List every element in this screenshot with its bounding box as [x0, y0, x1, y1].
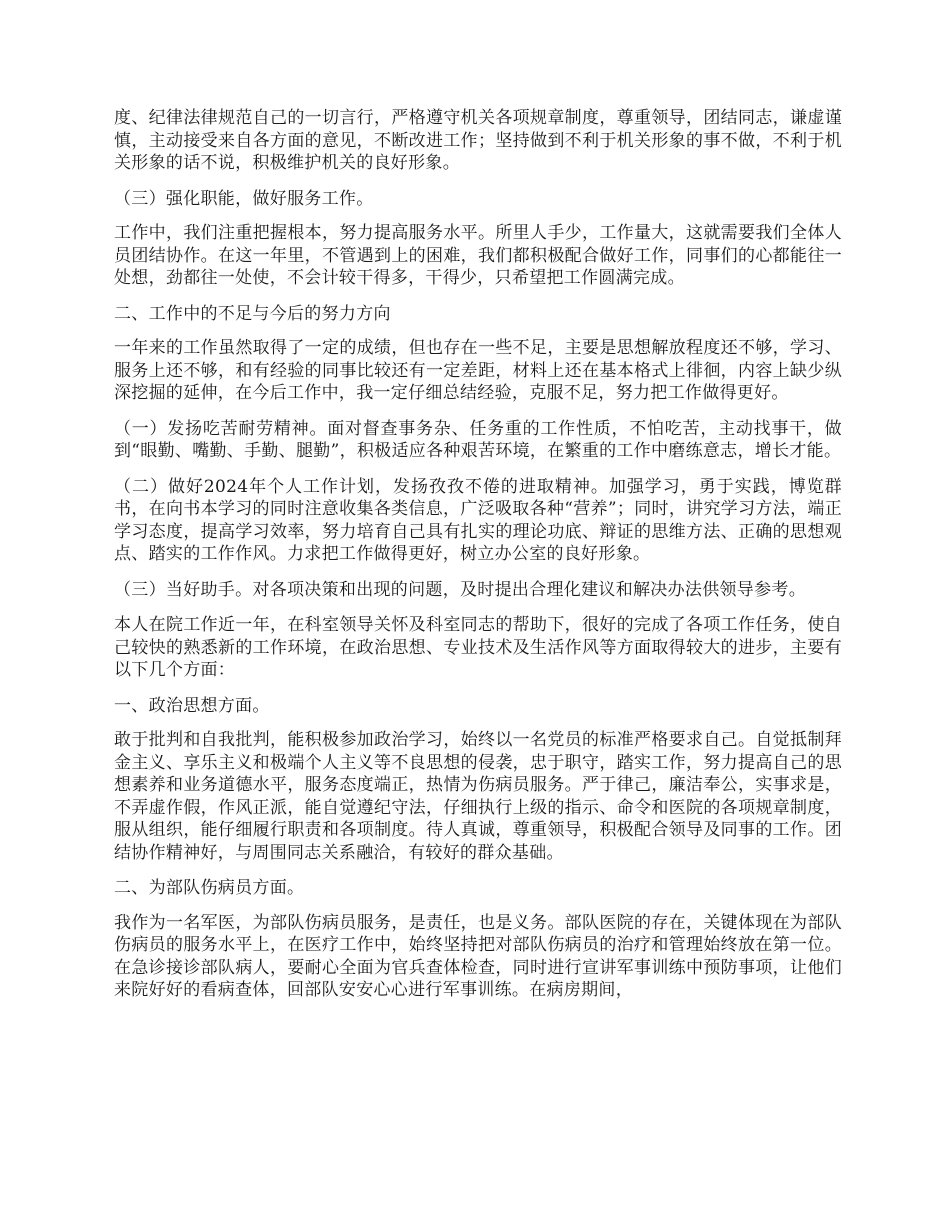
- heading-shortcomings-direction: 二、工作中的不足与今后的努力方向: [114, 303, 391, 324]
- heading-strengthen-functions: （三）强化职能，做好服务工作。: [114, 188, 374, 209]
- paragraph-work-plan-2024: （二）做好2024年个人工作计划，发扬孜孜不倦的进取精神。加强学习，勇于实践，博览群书，在向书本学习的同时注意收集各类信息，广泛吸取各种“营养”；同时，讲究学习方法，端正学习态度，提高学习效率，努力培育自己具有扎实的理论功底、辩证的思维方法、正确的思想观点、踏实的工作作风。力求把工作做得更好，树立办公室的良好形象。: [114, 476, 842, 564]
- paragraph-service-level: 工作中，我们注重把握根本，努力提高服务水平。所里人手少，工作量大，这就需要我们全体人员团结协作。在这一年里，不管遇到上的困难，我们都积极配合做好工作，同事们的心都能往一处想，劲都往一处使，不会计较干得多，干得少，只希望把工作圆满完成。: [114, 223, 842, 288]
- paragraph-discipline-conduct: 度、纪律法律规范自己的一切言行，严格遵守机关各项规章制度，尊重领导，团结同志，谦虚谨慎，主动接受来自各方面的意见，不断改进工作；坚持做到不利于机关形象的事不做，不利于机关形象的话不说，积极维护机关的良好形象。: [114, 108, 842, 173]
- paragraph-hospital-intro: 本人在院工作近一年，在科室领导关怀及科室同志的帮助下，很好的完成了各项工作任务，使自己较快的熟悉新的工作环境，在政治思想、专业技术及生活作风等方面取得较大的进步，主要有以下几个方面：: [114, 615, 842, 680]
- heading-troop-patients: 二、为部队伤病员方面。: [114, 878, 305, 898]
- paragraph-shortcomings: 一年来的工作虽然取得了一定的成绩，但也存在一些不足，主要是思想解放程度还不够，学习、服务上还不够，和有经验的同事比较还有一定差距，材料上还在基本格式上徘徊，内容上缺少纵深挖掘的延伸，在今后工作中，我一定仔细总结经验，克服不足，努力把工作做得更好。: [114, 338, 842, 403]
- paragraph-hard-work-spirit: （一）发扬吃苦耐劳精神。面对督查事务杂、任务重的工作性质，不怕吃苦，主动找事干，做到“眼勤、嘴勤、手勤、腿勤”，积极适应各种艰苦环境，在繁重的工作中磨练意志，增长才能。: [114, 418, 842, 461]
- paragraph-good-assistant: （三）当好助手。对各项决策和出现的问题，及时提出合理化建议和解决办法供领导参考。: [114, 579, 806, 600]
- document-page: [114, 107, 842, 1015]
- paragraph-political-thought: 敢于批判和自我批判，能积极参加政治学习，始终以一名党员的标准严格要求自己。自觉抵制拜金主义、享乐主义和极端个人主义等不良思想的侵袭，忠于职守，踏实工作，努力提高自己的思想素养和业务道德水平，服务态度端正，热情为伤病员服务。严于律己，廉洁奉公，实事求是，不弄虚作假，作风正派，能自觉遵纪守法，仔细执行上级的指示、命令和医院的各项规章制度，服从组织，能仔细履行职责和各项制度。待人真诚，尊重领导，积极配合领导及同事的工作。团结协作精神好，与周围同志关系融洽，有较好的群众基础。: [114, 730, 842, 863]
- heading-political-thought: 一、政治思想方面。: [114, 695, 270, 716]
- paragraph-military-doctor: 我作为一名军医，为部队伤病员服务，是责任，也是义务。部队医院的存在，关键体现在为部队伤病员的服务水平上，在医疗工作中，始终坚持把对部队伤病员的治疗和管理始终放在第一位。在急诊接诊部队病人，要耐心全面为官兵查体检查，同时进行宣讲军事训练中预防事项，让他们来院好好的看病查体，回部队安安心心进行军事训练。在病房期间，: [114, 912, 842, 1000]
